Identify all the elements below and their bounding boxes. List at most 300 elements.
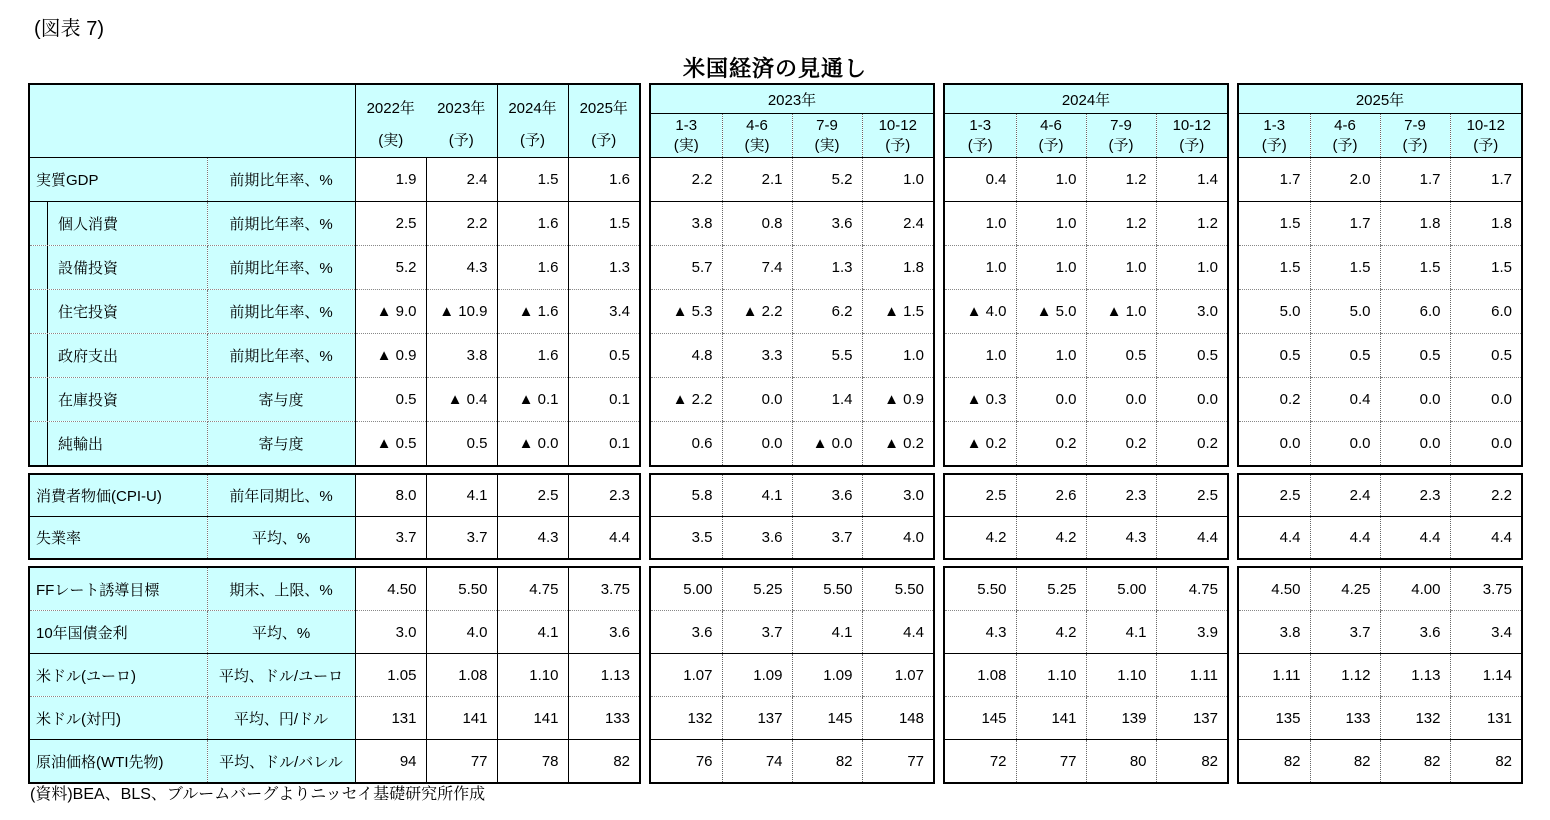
value-cell: 4.4 bbox=[1279, 529, 1301, 546]
quarter-header-cell bbox=[862, 114, 933, 158]
value-cell: 3.6 bbox=[792, 475, 862, 517]
value-cell: 4.1 bbox=[722, 475, 792, 517]
value-cell: 4.4 bbox=[1156, 517, 1227, 559]
row-unit: 平均、% bbox=[207, 611, 355, 654]
value-cell: 0.2 bbox=[1239, 378, 1310, 422]
year-qualifier: (予) bbox=[520, 131, 545, 149]
figure-caption: (図表 7) bbox=[34, 18, 104, 40]
value-cell: 0.5 bbox=[568, 334, 639, 378]
table-row bbox=[30, 740, 639, 783]
value-cell: 135 bbox=[1239, 697, 1310, 740]
quarter-qualifier: (予) bbox=[1261, 137, 1287, 154]
value-cell: 1.8 bbox=[1450, 202, 1521, 246]
value-cell: 2.6 bbox=[1016, 475, 1086, 517]
value-cell: 1.4 bbox=[1156, 158, 1227, 202]
value-cell: 141 bbox=[1016, 697, 1086, 740]
value-cell: 1.3 bbox=[792, 246, 862, 290]
value-cell: 3.7 bbox=[1310, 611, 1380, 654]
value-cell: ▲ 0.4 bbox=[426, 378, 497, 422]
value-cell: 131 bbox=[1450, 697, 1521, 740]
value-cell: 6.0 bbox=[1380, 290, 1450, 334]
quarter-label: 10-12 bbox=[1172, 117, 1211, 134]
value-cell: 1.8 bbox=[862, 246, 933, 290]
value-cell: 1.8 bbox=[1380, 202, 1450, 246]
quarterly-block bbox=[1237, 83, 1523, 790]
value-cell: 1.10 bbox=[1016, 654, 1086, 697]
table-row bbox=[945, 611, 1227, 654]
table-row bbox=[1239, 202, 1521, 246]
value-cell: 5.2 bbox=[355, 246, 426, 290]
table-row bbox=[651, 611, 933, 654]
quarter-qualifier: (予) bbox=[967, 137, 993, 154]
table-box bbox=[1237, 83, 1523, 467]
quarter-qualifier: (実) bbox=[744, 137, 770, 154]
year-header-cell bbox=[426, 85, 497, 158]
value-cell: 3.5 bbox=[691, 529, 713, 546]
value-cell: 3.7 bbox=[792, 517, 862, 559]
data-table bbox=[30, 85, 639, 465]
value-cell: 4.75 bbox=[497, 568, 568, 611]
annual-block bbox=[28, 83, 641, 790]
value-cell: ▲ 0.9 bbox=[355, 334, 426, 378]
value-cell: 4.8 bbox=[651, 334, 722, 378]
value-cell: 1.0 bbox=[1016, 334, 1086, 378]
value-cell: 2.4 bbox=[426, 158, 497, 202]
value-cell: 2.5 bbox=[1239, 475, 1310, 517]
header-row bbox=[30, 85, 639, 158]
quarter-label: 4-6 bbox=[1334, 117, 1356, 134]
value-cell: 0.5 bbox=[426, 422, 497, 466]
table-row bbox=[945, 378, 1227, 422]
value-cell: 133 bbox=[1310, 697, 1380, 740]
value-cell: 82 bbox=[1380, 740, 1450, 783]
row-unit: 寄与度 bbox=[207, 422, 355, 466]
value-cell: ▲ 1.5 bbox=[862, 290, 933, 334]
table-row bbox=[30, 378, 639, 422]
value-cell: 4.4 bbox=[568, 517, 639, 559]
table-row bbox=[651, 158, 933, 202]
year-header-cell bbox=[355, 85, 426, 158]
value-cell: 1.2 bbox=[1086, 158, 1156, 202]
value-cell: 0.2 bbox=[1086, 422, 1156, 466]
value-cell: 5.50 bbox=[862, 568, 933, 611]
value-cell: 4.3 bbox=[945, 611, 1016, 654]
value-cell: 0.5 bbox=[355, 378, 426, 422]
value-cell: 0.5 bbox=[1239, 334, 1310, 378]
table-row bbox=[651, 290, 933, 334]
header-row bbox=[945, 114, 1227, 158]
value-cell: 141 bbox=[497, 697, 568, 740]
value-cell: 1.4 bbox=[792, 378, 862, 422]
table-row bbox=[945, 740, 1227, 783]
header-row bbox=[651, 114, 933, 158]
value-cell: 3.9 bbox=[1156, 611, 1227, 654]
value-cell: 137 bbox=[722, 697, 792, 740]
value-cell: 0.0 bbox=[1016, 378, 1086, 422]
value-cell: 2.3 bbox=[1086, 475, 1156, 517]
header-row bbox=[1239, 85, 1521, 114]
quarter-label: 7-9 bbox=[1110, 117, 1132, 134]
value-cell: ▲ 0.3 bbox=[945, 378, 1016, 422]
quarter-header-cell bbox=[651, 114, 722, 158]
data-table bbox=[945, 568, 1227, 782]
row-label: 消費者物価(CPI-U) bbox=[30, 475, 207, 517]
year-qualifier: (予) bbox=[448, 131, 474, 149]
value-cell: 1.09 bbox=[792, 654, 862, 697]
value-cell: 4.0 bbox=[862, 517, 933, 559]
value-cell: 82 bbox=[1310, 740, 1380, 783]
quarter-qualifier: (予) bbox=[1179, 137, 1205, 154]
value-cell: 1.07 bbox=[651, 654, 722, 697]
value-cell: 5.8 bbox=[651, 475, 722, 517]
year-label: 2023年 bbox=[437, 99, 486, 117]
value-cell: ▲ 0.2 bbox=[966, 435, 1007, 452]
source-note: (資料)BEA、BLS、ブルームバーグよりニッセイ基礎研究所作成 bbox=[30, 786, 486, 803]
value-cell: 145 bbox=[945, 697, 1016, 740]
value-cell: 4.1 bbox=[497, 611, 568, 654]
data-table bbox=[651, 475, 933, 558]
data-table bbox=[30, 568, 639, 782]
value-cell: 5.00 bbox=[651, 568, 722, 611]
value-cell: 3.7 bbox=[722, 611, 792, 654]
value-cell: 3.0 bbox=[355, 611, 426, 654]
value-cell: 80 bbox=[1086, 740, 1156, 783]
quarter-header-cell bbox=[945, 114, 1016, 158]
value-cell: 1.6 bbox=[497, 334, 568, 378]
year-qualifier: (実) bbox=[378, 131, 404, 149]
table-row bbox=[1239, 158, 1521, 202]
header-row bbox=[945, 85, 1227, 114]
value-cell: 148 bbox=[862, 697, 933, 740]
year-header-cell bbox=[568, 85, 639, 158]
value-cell: 4.1 bbox=[426, 475, 497, 517]
value-cell: 3.75 bbox=[1450, 568, 1521, 611]
value-cell: 82 bbox=[1450, 740, 1521, 783]
table-row bbox=[945, 568, 1227, 611]
value-cell: ▲ 10.9 bbox=[426, 290, 497, 334]
value-cell: 1.7 bbox=[1310, 202, 1380, 246]
value-cell: 2.4 bbox=[1310, 475, 1380, 517]
value-cell: 2.2 bbox=[651, 158, 722, 202]
value-cell: 4.1 bbox=[1086, 611, 1156, 654]
value-cell: 1.6 bbox=[568, 158, 639, 202]
table-box bbox=[28, 566, 641, 784]
value-cell: 1.11 bbox=[1239, 654, 1310, 697]
table-row bbox=[1239, 290, 1521, 334]
value-cell: 3.6 bbox=[568, 611, 639, 654]
quarter-qualifier: (予) bbox=[1108, 137, 1134, 154]
value-cell: ▲ 0.0 bbox=[792, 422, 862, 466]
data-table bbox=[945, 85, 1227, 465]
table-row bbox=[945, 290, 1227, 334]
table-row bbox=[1239, 378, 1521, 422]
table-box bbox=[943, 473, 1229, 560]
value-cell: 3.6 bbox=[722, 517, 792, 559]
value-cell: ▲ 2.2 bbox=[651, 378, 722, 422]
value-cell: 3.75 bbox=[568, 568, 639, 611]
value-cell: 94 bbox=[399, 752, 417, 770]
value-cell: 76 bbox=[695, 752, 713, 770]
quarter-label: 1-3 bbox=[675, 117, 698, 134]
value-cell: 4.75 bbox=[1156, 568, 1227, 611]
value-cell: 1.14 bbox=[1450, 654, 1521, 697]
row-unit: 前期比年率、% bbox=[207, 334, 355, 378]
quarter-label: 7-9 bbox=[816, 117, 838, 134]
value-cell: 0.1 bbox=[568, 422, 639, 466]
value-cell: 3.4 bbox=[1450, 611, 1521, 654]
value-cell: 1.0 bbox=[862, 334, 933, 378]
value-cell: 1.0 bbox=[1016, 246, 1086, 290]
value-cell: 3.4 bbox=[568, 290, 639, 334]
table-row bbox=[1239, 246, 1521, 290]
value-cell: 1.6 bbox=[497, 246, 568, 290]
row-unit: 平均、% bbox=[207, 517, 355, 559]
row-unit: 前年同期比、% bbox=[207, 475, 355, 517]
value-cell: 0.0 bbox=[1086, 378, 1156, 422]
forecast-tables bbox=[28, 83, 1523, 790]
quarter-qualifier: (予) bbox=[1473, 137, 1499, 154]
value-cell: 2.5 bbox=[497, 475, 568, 517]
table-row bbox=[651, 475, 933, 517]
value-cell: 1.10 bbox=[497, 654, 568, 697]
year-span-cell: 2025年 bbox=[1239, 85, 1521, 114]
value-cell: 2.2 bbox=[1450, 475, 1521, 517]
value-cell: 4.50 bbox=[355, 568, 426, 611]
value-cell: 5.0 bbox=[1239, 290, 1310, 334]
value-cell: 2.1 bbox=[722, 158, 792, 202]
value-cell: 1.12 bbox=[1310, 654, 1380, 697]
value-cell: 1.05 bbox=[355, 654, 426, 697]
value-cell: 3.3 bbox=[722, 334, 792, 378]
value-cell: 1.08 bbox=[426, 654, 497, 697]
value-cell: 4.3 bbox=[426, 246, 497, 290]
value-cell: 2.5 bbox=[945, 475, 1016, 517]
table-row bbox=[945, 202, 1227, 246]
year-label: 2022年 bbox=[366, 99, 415, 117]
value-cell: 4.2 bbox=[1016, 517, 1086, 559]
row-label: 政府支出 bbox=[30, 334, 207, 378]
value-cell: 1.08 bbox=[945, 654, 1016, 697]
value-cell: 132 bbox=[1380, 697, 1450, 740]
value-cell: 1.07 bbox=[862, 654, 933, 697]
value-cell: 4.1 bbox=[792, 611, 862, 654]
table-box bbox=[649, 473, 935, 560]
quarter-label: 1-3 bbox=[1263, 117, 1286, 134]
row-label: 設備投資 bbox=[30, 246, 207, 290]
table-row bbox=[30, 246, 639, 290]
table-row bbox=[30, 158, 639, 202]
value-cell: 5.00 bbox=[1086, 568, 1156, 611]
value-cell: 0.0 bbox=[1310, 422, 1380, 466]
table-row bbox=[1239, 517, 1521, 559]
data-table bbox=[1239, 85, 1521, 465]
table-row bbox=[1239, 611, 1521, 654]
value-cell: 77 bbox=[862, 740, 933, 783]
value-cell: 5.50 bbox=[426, 568, 497, 611]
table-row bbox=[651, 334, 933, 378]
quarter-label: 10-12 bbox=[878, 117, 917, 134]
data-table bbox=[1239, 568, 1521, 782]
value-cell: 3.6 bbox=[651, 611, 722, 654]
row-label: 住宅投資 bbox=[30, 290, 207, 334]
value-cell: 1.5 bbox=[568, 202, 639, 246]
value-cell: 2.3 bbox=[1380, 475, 1450, 517]
table-row bbox=[651, 654, 933, 697]
table-row bbox=[651, 740, 933, 783]
value-cell: 0.0 bbox=[1279, 435, 1301, 452]
value-cell: 7.4 bbox=[722, 246, 792, 290]
value-cell: 0.0 bbox=[1380, 378, 1450, 422]
value-cell: 1.5 bbox=[1450, 246, 1521, 290]
value-cell: ▲ 0.1 bbox=[497, 378, 568, 422]
value-cell: 72 bbox=[989, 752, 1007, 770]
data-table bbox=[945, 475, 1227, 558]
quarter-label: 7-9 bbox=[1404, 117, 1426, 134]
table-box bbox=[943, 566, 1229, 784]
value-cell: 1.5 bbox=[1239, 246, 1310, 290]
table-row bbox=[651, 568, 933, 611]
row-label: 在庫投資 bbox=[30, 378, 207, 422]
value-cell: 0.5 bbox=[1156, 334, 1227, 378]
value-cell: 5.25 bbox=[1016, 568, 1086, 611]
value-cell: 1.2 bbox=[1156, 202, 1227, 246]
quarter-header-cell bbox=[722, 114, 792, 158]
value-cell: 4.00 bbox=[1380, 568, 1450, 611]
year-label: 2025年 bbox=[579, 99, 628, 117]
table-box bbox=[28, 83, 641, 467]
data-table bbox=[1239, 475, 1521, 558]
table-row bbox=[1239, 334, 1521, 378]
value-cell: 82 bbox=[792, 740, 862, 783]
value-cell: 1.13 bbox=[1380, 654, 1450, 697]
table-row bbox=[30, 202, 639, 246]
table-row bbox=[30, 334, 639, 378]
table-row bbox=[1239, 697, 1521, 740]
value-cell: 1.0 bbox=[1156, 246, 1227, 290]
value-cell: 78 bbox=[497, 740, 568, 783]
value-cell: 4.2 bbox=[985, 529, 1007, 546]
value-cell: 1.0 bbox=[1086, 246, 1156, 290]
value-cell: 5.5 bbox=[792, 334, 862, 378]
value-cell: 0.0 bbox=[722, 422, 792, 466]
table-row bbox=[651, 246, 933, 290]
value-cell: 133 bbox=[568, 697, 639, 740]
page-title: 米国経済の見通し bbox=[682, 56, 867, 81]
quarter-header-cell bbox=[792, 114, 862, 158]
year-label: 2024年 bbox=[508, 99, 557, 117]
value-cell: 82 bbox=[1156, 740, 1227, 783]
quarter-qualifier: (予) bbox=[1402, 137, 1428, 154]
quarter-label: 10-12 bbox=[1466, 117, 1505, 134]
value-cell: 1.11 bbox=[1156, 654, 1227, 697]
value-cell: 4.3 bbox=[1086, 517, 1156, 559]
value-cell: ▲ 4.0 bbox=[945, 290, 1016, 334]
row-unit: 期末、上限、% bbox=[207, 568, 355, 611]
table-row bbox=[30, 611, 639, 654]
value-cell: 74 bbox=[722, 740, 792, 783]
value-cell: ▲ 1.6 bbox=[497, 290, 568, 334]
value-cell: 132 bbox=[651, 697, 722, 740]
value-cell: ▲ 9.0 bbox=[355, 290, 426, 334]
table-row bbox=[30, 475, 639, 517]
row-unit: 平均、ドル/バレル bbox=[207, 740, 355, 783]
value-cell: 2.0 bbox=[1310, 158, 1380, 202]
value-cell: 1.7 bbox=[1380, 158, 1450, 202]
value-cell: 1.5 bbox=[1380, 246, 1450, 290]
table-row bbox=[945, 246, 1227, 290]
quarter-header-cell bbox=[1016, 114, 1086, 158]
value-cell: 5.50 bbox=[792, 568, 862, 611]
value-cell: 0.4 bbox=[945, 158, 1016, 202]
value-cell: 139 bbox=[1086, 697, 1156, 740]
quarter-header-cell bbox=[1239, 114, 1310, 158]
table-row bbox=[30, 568, 639, 611]
table-box bbox=[1237, 566, 1523, 784]
value-cell: 8.0 bbox=[355, 475, 426, 517]
value-cell: 3.7 bbox=[395, 529, 417, 546]
value-cell: 5.0 bbox=[1310, 290, 1380, 334]
data-table bbox=[651, 85, 933, 465]
value-cell: ▲ 0.2 bbox=[862, 422, 933, 466]
year-qualifier: (予) bbox=[591, 131, 617, 149]
value-cell: 2.4 bbox=[862, 202, 933, 246]
table-row bbox=[1239, 475, 1521, 517]
quarterly-block bbox=[943, 83, 1229, 790]
quarter-qualifier: (予) bbox=[1038, 137, 1064, 154]
value-cell: 2.5 bbox=[1156, 475, 1227, 517]
quarter-label: 4-6 bbox=[746, 117, 768, 134]
row-label: 個人消費 bbox=[30, 202, 207, 246]
value-cell: 1.0 bbox=[945, 246, 1016, 290]
value-cell: 1.6 bbox=[497, 202, 568, 246]
data-table bbox=[30, 475, 639, 558]
year-header-cell bbox=[497, 85, 568, 158]
table-row bbox=[945, 475, 1227, 517]
value-cell: 0.0 bbox=[1450, 378, 1521, 422]
header-row bbox=[1239, 114, 1521, 158]
value-cell: ▲ 1.0 bbox=[1086, 290, 1156, 334]
value-cell: 2.3 bbox=[568, 475, 639, 517]
value-cell: 4.4 bbox=[1310, 517, 1380, 559]
table-row bbox=[1239, 654, 1521, 697]
table-box bbox=[649, 83, 935, 467]
table-row bbox=[651, 697, 933, 740]
value-cell: ▲ 5.0 bbox=[1016, 290, 1086, 334]
table-row bbox=[945, 654, 1227, 697]
value-cell: 4.4 bbox=[1380, 517, 1450, 559]
value-cell: 1.09 bbox=[722, 654, 792, 697]
table-box bbox=[28, 473, 641, 560]
table-row bbox=[30, 654, 639, 697]
value-cell: 2.2 bbox=[426, 202, 497, 246]
value-cell: 0.5 bbox=[1450, 334, 1521, 378]
value-cell: 0.0 bbox=[722, 378, 792, 422]
table-row bbox=[1239, 422, 1521, 466]
value-cell: 0.5 bbox=[1086, 334, 1156, 378]
row-label: 米ドル(ユーロ) bbox=[30, 654, 207, 697]
row-label: 純輸出 bbox=[30, 422, 207, 466]
value-cell: 3.6 bbox=[1380, 611, 1450, 654]
value-cell: ▲ 5.3 bbox=[651, 290, 722, 334]
value-cell: 4.25 bbox=[1310, 568, 1380, 611]
row-label: 実質GDP bbox=[30, 158, 207, 202]
value-cell: 4.0 bbox=[426, 611, 497, 654]
table-row bbox=[651, 378, 933, 422]
row-unit: 前期比年率、% bbox=[207, 290, 355, 334]
value-cell: 77 bbox=[426, 740, 497, 783]
value-cell: 6.0 bbox=[1450, 290, 1521, 334]
row-label: 原油価格(WTI先物) bbox=[30, 740, 207, 783]
